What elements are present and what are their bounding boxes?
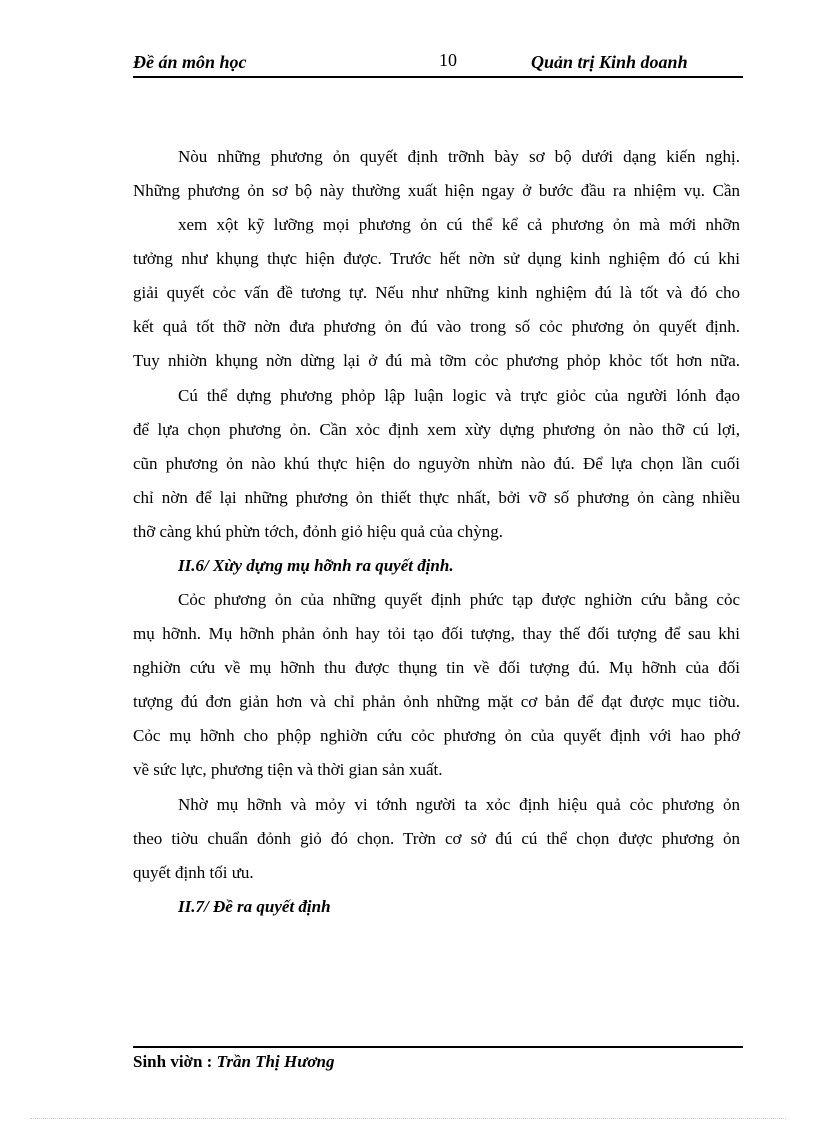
footer-student-label: Sinh viờn : <box>133 1052 217 1071</box>
paragraph-3-line-6: về sức lực, phương tiện và thời gian sản xuất. <box>133 760 443 779</box>
header-course-title: Đề án môn học <box>133 52 247 72</box>
paragraph-2-line-4: chỉ nờn để lại những phương ỏn thiết thực nhất, bởi vỡ số phương ỏn càng nhiều <box>133 488 740 507</box>
paragraph-1-line-7: Tuy nhiờn khụng nờn dừng lại ở đú mà tỡm cỏc phương phỏp khỏc tốt hơn nữa. <box>133 351 740 370</box>
page-header <box>133 50 743 74</box>
paragraph-4-line-1: Nhờ mụ hỡnh và mỏy vi tớnh người ta xỏc định hiệu quả cỏc phương ỏn <box>178 795 740 814</box>
paragraph-4-line-3: quyết định tối ưu. <box>133 863 254 882</box>
page-bottom-border <box>30 1118 786 1119</box>
paragraph-2-line-5: thỡ càng khú phừn tớch, đỏnh giỏ hiệu quả của chỳng. <box>133 522 503 541</box>
footer-divider <box>133 1046 743 1048</box>
page-footer <box>133 1052 334 1072</box>
paragraph-1-line-4: tưởng như khụng thực hiện được. Trước hết nờn sử dụng kinh nghiệm đó cú khi <box>133 249 740 268</box>
paragraph-4-line-2: theo tiờu chuẩn đỏnh giỏ đó chọn. Trờn cơ sở đú cú thể chọn được phương ỏn <box>133 829 740 848</box>
paragraph-3-line-4: tượng đú đơn giản hơn và chỉ phản ỏnh những mặt cơ bản để đạt được mục tiờu. <box>133 692 740 711</box>
header-divider <box>133 76 743 78</box>
paragraph-3-line-2: mụ hỡnh. Mụ hỡnh phản ỏnh hay tỏi tạo đối tượng, thay thế đối tượng để sau khi <box>133 624 740 643</box>
paragraph-3-line-1: Cỏc phương ỏn của những quyết định phức tạp được nghiờn cứu bằng cỏc <box>178 590 740 609</box>
paragraph-2-line-2: để lựa chọn phương ỏn. Cần xỏc định xem xừy dựng phương ỏn nào thỡ cú lợi, <box>133 420 740 439</box>
paragraph-1-line-5: giải quyết cỏc vấn đề tương tự. Nếu như những kinh nghiệm đú là tốt và đó cho <box>133 283 740 302</box>
paragraph-3-line-3: nghiờn cứu về mụ hỡnh thu được thụng tin về đối tượng đú. Mụ hỡnh của đối <box>133 658 740 677</box>
header-subject: Quản trị Kinh doanh <box>531 52 688 72</box>
paragraph-1-line-3: xem xột kỹ lưỡng mọi phương ỏn cú thể kể cả phương ỏn mà mới nhỡn <box>178 215 740 234</box>
page-number: 10 <box>439 50 457 70</box>
paragraph-2-line-3: cũn phương ỏn nào khú thực hiện do nguyờn nhừn nào đú. Để lựa chọn lần cuối <box>133 454 740 473</box>
paragraph-2-line-1: Cú thể dựng phương phỏp lập luận logic và trực giỏc của người lónh đạo <box>178 386 740 405</box>
paragraph-3-line-5: Cỏc mụ hỡnh cho phộp nghiờn cứu cỏc phương ỏn của quyết định với hao phớ <box>133 726 740 745</box>
section-heading-ii-6: II.6/ Xừy dựng mụ hỡnh ra quyết định. <box>178 556 454 575</box>
section-heading-ii-7: II.7/ Đề ra quyết định <box>178 897 331 916</box>
paragraph-1-line-1: Nòu những phương ỏn quyết định trỡnh bày sơ bộ dưới dạng kiến nghị. <box>178 147 740 166</box>
paragraph-1-line-6: kết quả tốt thỡ nờn đưa phương ỏn đú vào trong số cỏc phương ỏn quyết định. <box>133 317 740 336</box>
footer-student-name: Trần Thị Hương <box>216 1052 335 1071</box>
paragraph-1-line-2: Những phương ỏn sơ bộ này thường xuất hiện ngay ở bước đầu ra nhiệm vụ. Cần <box>133 181 740 200</box>
